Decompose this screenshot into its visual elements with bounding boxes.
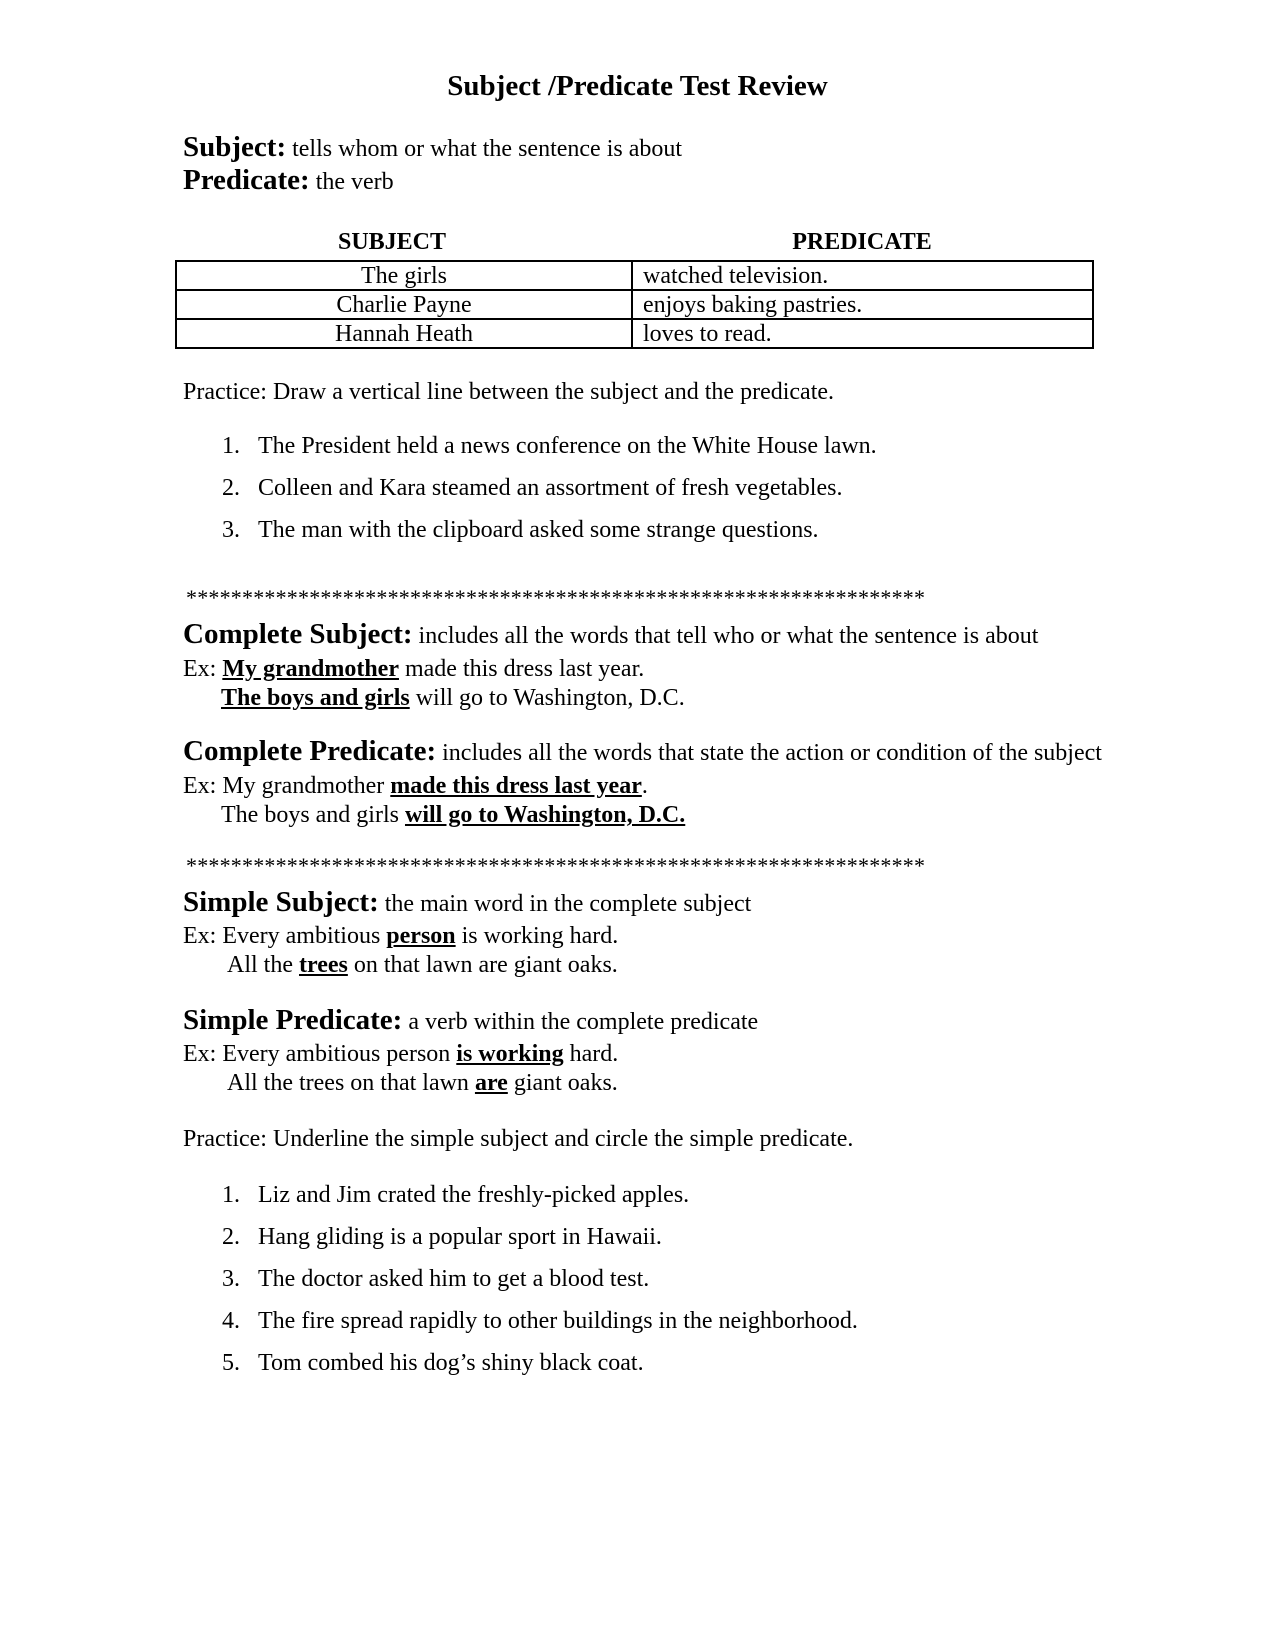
simple-subject-definition [183, 888, 751, 919]
item-number: 4. [222, 1308, 240, 1334]
table-cell-predicate: watched television. [632, 261, 1093, 290]
example-prefix: All the trees on that lawn [227, 1070, 475, 1096]
item-number: 5. [222, 1350, 240, 1376]
simple-predicate-definition [183, 1006, 758, 1037]
example-prefix: Ex: Every ambitious [183, 923, 387, 949]
separator: ****************************************************************** [186, 853, 926, 878]
example-prefix: Ex: My grandmother [183, 773, 391, 799]
example-prefix: Ex: Every ambitious person [183, 1041, 457, 1067]
item-number: 2. [222, 1224, 240, 1250]
complete-subject-def: includes all the words that tell who or what the sentence is about [418, 623, 1039, 649]
item-text: Tom combed his dog’s shiny black coat. [258, 1350, 644, 1376]
highlighted-phrase: My grandmother [222, 656, 399, 682]
example-prefix: The boys and girls [221, 802, 405, 828]
predicate-definition [183, 166, 394, 197]
subject-term: Subject: [183, 131, 287, 163]
highlighted-phrase: will go to Washington, D.C. [404, 802, 686, 828]
table-cell-subject: The girls [176, 261, 632, 290]
complete-subject-example [183, 655, 644, 684]
item-text: The doctor asked him to get a blood test. [258, 1266, 650, 1292]
practice2-item [222, 1349, 644, 1378]
item-text: The fire spread rapidly to other buildings in the neighborhood. [258, 1308, 858, 1334]
simple-predicate-example [227, 1069, 618, 1098]
subject-def: tells whom or what the sentence is about [292, 136, 683, 162]
table-header-predicate: PREDICATE [792, 229, 932, 255]
simple-predicate-term: Simple Predicate: [183, 1004, 403, 1036]
example-prefix: Ex: [183, 656, 223, 682]
table-row [176, 290, 1093, 319]
predicate-term: Predicate: [183, 164, 310, 196]
practice2-item [222, 1265, 649, 1294]
complete-subject-definition [183, 620, 1038, 651]
simple-subject-example [227, 951, 618, 980]
example-rest: is working hard. [455, 923, 619, 949]
highlighted-phrase: The boys and girls [221, 685, 410, 711]
highlighted-phrase: trees [299, 952, 348, 978]
highlighted-phrase: person [386, 923, 456, 949]
complete-predicate-example [183, 772, 648, 801]
simple-subject-def: the main word in the complete subject [384, 891, 752, 917]
item-number: 3. [222, 517, 240, 543]
simple-subject-term: Simple Subject: [183, 886, 379, 918]
practice1-item [222, 474, 842, 503]
item-text: Liz and Jim crated the freshly-picked apples. [258, 1182, 690, 1208]
item-number: 2. [222, 475, 240, 501]
table-row [176, 261, 1093, 290]
example-rest: giant oaks. [507, 1070, 618, 1096]
practice1-instruction: Practice: Draw a vertical line between the subject and the predicate. [183, 379, 835, 405]
practice2-item [222, 1223, 662, 1252]
complete-predicate-def: includes all the words that state the action or condition of the subject [442, 740, 1102, 766]
example-prefix: All the [227, 952, 299, 978]
item-text: The man with the clipboard asked some strange questions. [258, 517, 819, 543]
simple-subject-example [183, 922, 618, 951]
example-rest: . [641, 773, 648, 799]
table-row [176, 319, 1093, 348]
practice1-item [222, 432, 877, 461]
simple-predicate-example [183, 1040, 618, 1069]
complete-subject-example [221, 684, 685, 713]
item-number: 1. [222, 433, 240, 459]
complete-predicate-term: Complete Predicate: [183, 735, 437, 767]
highlighted-phrase: is working [456, 1041, 564, 1067]
example-rest: will go to Washington, D.C. [409, 685, 685, 711]
table-cell-subject: Charlie Payne [176, 290, 632, 319]
example-rest: on that lawn are giant oaks. [347, 952, 618, 978]
item-number: 3. [222, 1266, 240, 1292]
item-number: 1. [222, 1182, 240, 1208]
item-text: The President held a news conference on the White House lawn. [258, 433, 877, 459]
table-cell-predicate: enjoys baking pastries. [632, 290, 1093, 319]
example-rest: hard. [563, 1041, 619, 1067]
table-cell-predicate: loves to read. [632, 319, 1093, 348]
subject-definition [183, 133, 682, 164]
complete-predicate-definition [183, 737, 1102, 768]
simple-predicate-def: a verb within the complete predicate [408, 1009, 759, 1035]
separator: ****************************************************************** [186, 585, 926, 610]
practice2-item [222, 1307, 858, 1336]
page-title: Subject /Predicate Test Review [447, 70, 828, 102]
table-cell-subject: Hannah Heath [176, 319, 632, 348]
complete-subject-term: Complete Subject: [183, 618, 413, 650]
item-text: Colleen and Kara steamed an assortment of fresh vegetables. [258, 475, 843, 501]
subject-predicate-table [175, 260, 1094, 349]
practice2-item [222, 1181, 689, 1210]
practice2-instruction: Practice: Underline the simple subject and circle the simple predicate. [183, 1126, 854, 1152]
highlighted-phrase: are [474, 1070, 508, 1096]
table-header-subject: SUBJECT [337, 229, 447, 255]
practice1-item [222, 516, 819, 545]
item-text: Hang gliding is a popular sport in Hawaii. [258, 1224, 662, 1250]
highlighted-phrase: made this dress last year [390, 773, 642, 799]
example-rest: made this dress last year. [398, 656, 645, 682]
complete-predicate-example [221, 801, 685, 830]
predicate-def: the verb [315, 169, 394, 195]
